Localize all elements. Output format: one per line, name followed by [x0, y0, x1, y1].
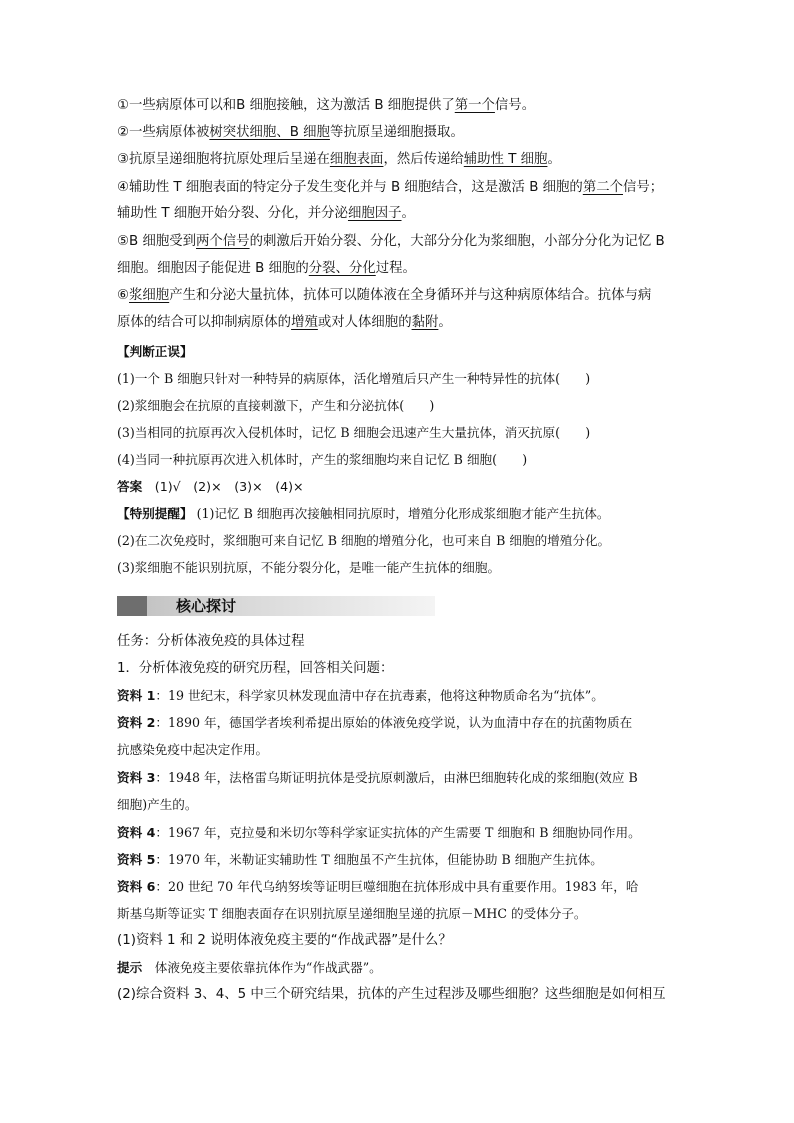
underlined-answer: 浆细胞 — [129, 288, 170, 303]
paragraph-1 — [117, 96, 535, 116]
material-label: 资料 1 — [117, 688, 156, 703]
underlined-answer: 细胞因子 — [347, 206, 402, 221]
sub-question-2: (2)综合资料 3、4、5 中三个研究结果，抗体的产生过程涉及哪些细胞？这些细胞是如何相互 — [117, 987, 666, 1002]
material-6-line-1 — [117, 877, 638, 897]
paragraph-5-line-2 — [117, 259, 416, 279]
text: ②一些病原体被 — [117, 125, 210, 140]
judge-item-4: (4)当同一种抗原再次进入机体时，产生的浆细胞均来自记忆 B 细胞( ) — [117, 452, 528, 467]
judge-item-2: (2)浆细胞会在抗原的直接刺激下，产生和分泌抗体( ) — [117, 398, 435, 413]
material-3-line-1 — [117, 768, 638, 788]
paragraph-4-line-2 — [117, 204, 415, 224]
material-label: 资料 4 — [117, 825, 156, 840]
material-label: 资料 5 — [117, 852, 156, 867]
text: ⑤B 细胞受到 — [117, 234, 197, 249]
answer-text: (1)√ (2)× (3)× (4)× — [142, 479, 304, 494]
text: 或对人体细胞的 — [317, 315, 412, 330]
text: ①一些病原体可以和B 细胞接触，这为激活 B 细胞提供了 — [117, 98, 455, 113]
answer-label: 答案 — [117, 479, 143, 494]
underlined-answer: 第一个 — [454, 98, 495, 113]
underlined-answer: 分裂、分化 — [308, 261, 376, 276]
material-text: ：20 世纪 70 年代乌纳努埃等证明巨噬细胞在抗体形成中具有重要作用。1983 年，哈 — [155, 879, 639, 894]
text: 辅助性 T 细胞开始分裂、分化，并分泌 — [117, 206, 348, 221]
paragraph-5-line-1 — [117, 232, 665, 252]
paragraph-4-line-1 — [117, 178, 663, 198]
material-3-line-2: 细胞)产生的。 — [117, 797, 198, 812]
tip-line-1 — [117, 504, 609, 524]
underlined-answer: 第二个 — [582, 180, 623, 195]
text: 的刺激后开始分裂、分化，大部分分化为浆细胞，小部分分化为记忆 B — [249, 234, 665, 249]
underlined-answer: 黏附 — [411, 315, 439, 330]
material-text: ：1890 年，德国学者埃利希提出原始的体液免疫学说，认为血清中存在的抗菌物质在 — [155, 715, 633, 730]
material-text: ：1967 年，克拉曼和米切尔等科学家证实抗体的产生需要 T 细胞和 B 细胞协同作用。 — [155, 825, 641, 840]
text: ，然后传递给 — [383, 152, 464, 167]
text: 产生和分泌大量抗体，抗体可以随体液在全身循环并与这种病原体结合。抗体与病 — [169, 288, 652, 303]
judge-item-1: (1)一个 B 细胞只针对一种特异的病原体，活化增殖后只产生一种特异性的抗体( ) — [117, 371, 591, 386]
text: ③抗原呈递细胞将抗原处理后呈递在 — [117, 152, 330, 167]
hint-line — [117, 958, 382, 979]
judge-item-3: (3)当相同的抗原再次入侵机体时，记忆 B 细胞会迅速产生大量抗体，消灭抗原( ) — [117, 425, 591, 440]
material-text: ：19 世纪末，科学家贝林发现血清中存在抗毒素，他将这种物质命名为“抗体”。 — [155, 688, 604, 703]
material-text: ：1948 年，法格雷乌斯证明抗体是受抗原刺激后，由淋巴细胞转化成的浆细胞(效应 B — [155, 770, 638, 785]
text: 。 — [438, 315, 452, 330]
underlined-answer: 细胞表面 — [329, 152, 384, 167]
paragraph-2 — [117, 123, 464, 143]
tip-label: 【特别提醒】 — [117, 506, 193, 521]
tip-line-3: (3)浆细胞不能识别抗原，不能分裂分化，是唯一能产生抗体的细胞。 — [117, 560, 501, 575]
underlined-answer: 两个信号 — [196, 234, 250, 249]
paragraph-6-line-1 — [117, 286, 651, 306]
text: 细胞。细胞因子能促进 B 细胞的 — [117, 261, 309, 276]
section-marker-block — [117, 596, 147, 616]
material-2-line-2: 抗感染免疫中起决定作用。 — [117, 742, 269, 757]
text: 过程。 — [375, 261, 416, 276]
text: 。 — [547, 152, 561, 167]
text: 原体的结合可以抑制病原体的 — [117, 315, 292, 330]
section-title: 核心探讨 — [175, 597, 236, 615]
text: ⑥ — [117, 288, 130, 303]
text: 等抗原呈递细胞摄取。 — [329, 125, 464, 140]
underlined-answer: 树突状细胞、B 细胞 — [209, 125, 330, 140]
text: 信号。 — [494, 98, 536, 113]
judge-heading: 【判断正误】 — [117, 344, 193, 359]
material-6-line-2: 斯基乌斯等证实 T 细胞表面存在识别抗原呈递细胞呈递的抗原－MHC 的受体分子。 — [117, 906, 587, 921]
task-line: 任务：分析体液免疫的具体过程 — [117, 634, 305, 649]
question-1: 1．分析体液免疫的研究历程，回答相关问题： — [117, 661, 394, 676]
material-4 — [117, 823, 641, 843]
material-label: 资料 3 — [117, 770, 156, 785]
text: 信号； — [622, 180, 664, 195]
section-header-bar — [117, 596, 435, 616]
tip-line-2: (2)在二次免疫时，浆细胞可来自记忆 B 细胞的增殖分化，也可来自 B 细胞的增殖分化。 — [117, 533, 611, 548]
paragraph-6-line-2 — [117, 313, 452, 333]
paragraph-3 — [117, 150, 561, 170]
material-label: 资料 2 — [117, 715, 156, 730]
material-5 — [117, 850, 603, 870]
sub-question-1: (1)资料 1 和 2 说明体液免疫主要的“作战武器”是什么？ — [117, 933, 452, 948]
material-label: 资料 6 — [117, 879, 156, 894]
underlined-answer: 辅助性 T 细胞 — [463, 152, 548, 167]
hint-text: 体液免疫主要依靠抗体作为“作战武器”。 — [142, 960, 382, 975]
hint-label: 提示 — [117, 960, 143, 975]
text: ④辅助性 T 细胞表面的特定分子发生变化并与 B 细胞结合，这是激活 B 细胞的 — [117, 180, 583, 195]
tip-text: (1)记忆 B 细胞再次接触相同抗原时，增殖分化形成浆细胞才能产生抗体。 — [192, 506, 610, 521]
text: 。 — [401, 206, 415, 221]
underlined-answer: 增殖 — [291, 315, 318, 330]
material-1 — [117, 686, 604, 706]
answer-line — [117, 477, 304, 497]
material-text: ：1970 年，米勒证实辅助性 T 细胞虽不产生抗体，但能协助 B 细胞产生抗体。 — [155, 852, 603, 867]
material-2-line-1 — [117, 713, 632, 733]
